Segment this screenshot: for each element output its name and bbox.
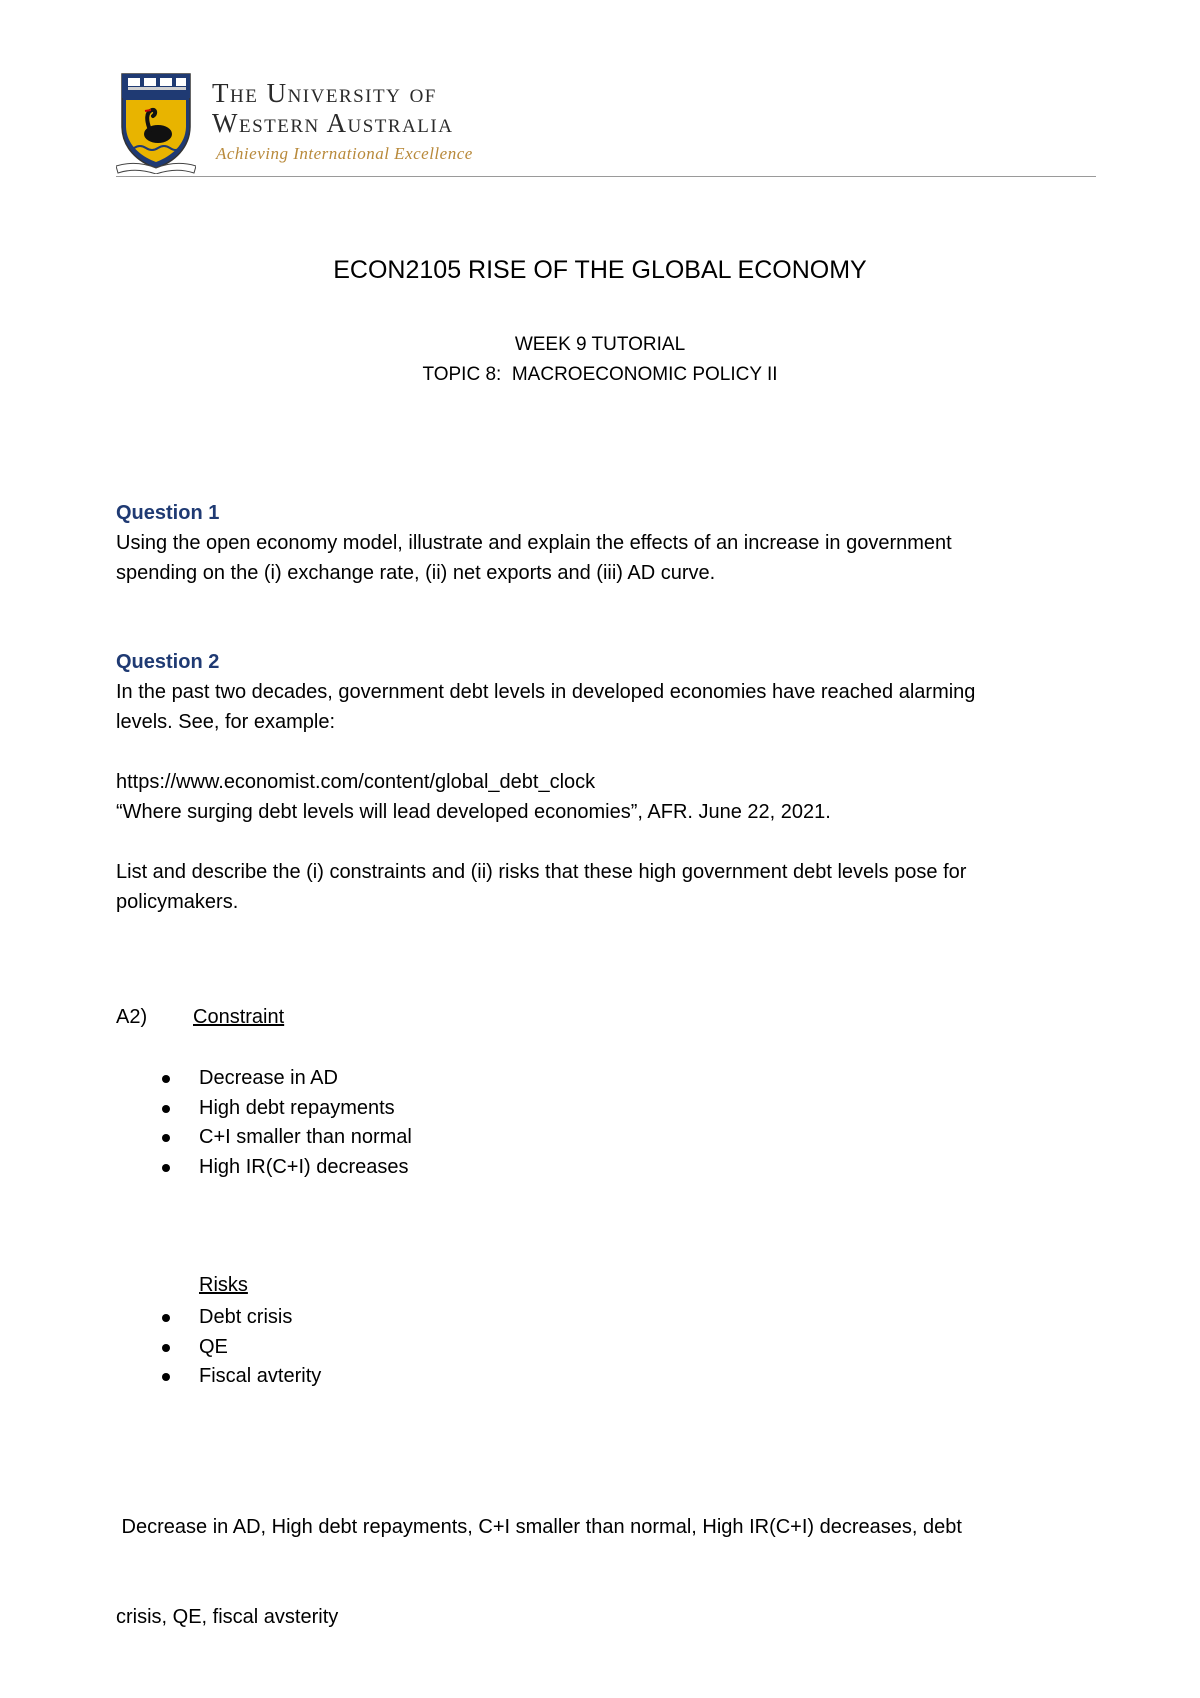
- university-tagline: Achieving International Excellence: [216, 144, 473, 163]
- list-item: [160, 1123, 412, 1153]
- question-1-heading: Question 1: [116, 502, 220, 524]
- topic-title: TOPIC 8: MACROECONOMIC POLICY II: [422, 364, 778, 385]
- list-item: [160, 1094, 412, 1124]
- answer-summary-line2: crisis, QE, fiscal avsterity: [116, 1606, 339, 1628]
- list-item: [160, 1303, 321, 1333]
- question-2-citation: “Where surging debt levels will lead developed economies”, AFR. June 22, 2021.: [116, 801, 831, 823]
- university-name: [212, 78, 453, 138]
- constraint-item-text: High debt repayments: [199, 1096, 395, 1119]
- answer-summary: [116, 1452, 1096, 1692]
- constraint-heading: Constraint: [193, 1006, 285, 1028]
- university-name-line1: The University of: [212, 78, 437, 108]
- constraint-item-text: C+I smaller than normal: [199, 1126, 412, 1148]
- university-name-line2: Western Australia: [212, 108, 454, 138]
- question-2-text-line1: In the past two decades, government debt levels in developed economies have reached alarming: [116, 681, 976, 703]
- bullet-icon: [162, 1134, 170, 1142]
- constraint-item-text: High IR(C+I) decreases: [199, 1155, 409, 1178]
- bullet-icon: [162, 1373, 170, 1381]
- course-title: ECON2105 RISE OF THE GLOBAL ECONOMY: [333, 256, 867, 284]
- answer-label: A2): [116, 1006, 148, 1028]
- question-2-link: https://www.economist.com/content/global_debt_clock: [116, 771, 596, 793]
- question-1-text-line2: spending on the (i) exchange rate, (ii) net exports and (iii) AD curve.: [116, 562, 716, 584]
- week-title: WEEK 9 TUTORIAL: [514, 334, 686, 355]
- question-2-text-line2: levels. See, for example:: [116, 711, 335, 733]
- constraint-list: [160, 1064, 412, 1182]
- university-crest-icon: [116, 70, 196, 174]
- question-1: [116, 498, 1096, 588]
- list-item: [160, 1064, 412, 1094]
- constraint-item-text: Decrease in AD: [199, 1067, 338, 1089]
- risks-list: [160, 1303, 321, 1392]
- bullet-icon: [162, 1164, 170, 1172]
- risk-item-text: Fiscal avterity: [199, 1365, 322, 1387]
- bullet-icon: [162, 1075, 170, 1083]
- answer-summary-line1: Decrease in AD, High debt repayments, C+I smaller than normal, High IR(C+I) decreases, debt: [116, 1516, 962, 1538]
- question-2-heading: Question 2: [116, 651, 220, 673]
- question-2-task-line1: List and describe the (i) constraints and (ii) risks that these high government debt levels pose for: [116, 861, 967, 883]
- risks-heading: Risks: [199, 1274, 248, 1296]
- question-2-task-line2: policymakers.: [116, 891, 239, 913]
- question-1-text-line1: Using the open economy model, illustrate and explain the effects of an increase in government: [116, 532, 952, 554]
- letterhead: [116, 70, 1096, 177]
- bullet-icon: [162, 1344, 170, 1352]
- bullet-icon: [162, 1105, 170, 1113]
- list-item: [160, 1333, 321, 1363]
- bullet-icon: [162, 1314, 170, 1322]
- risk-item-text: Debt crisis: [199, 1306, 293, 1328]
- risk-item-text: QE: [199, 1335, 228, 1358]
- question-2: [116, 647, 1096, 917]
- list-item: [160, 1153, 412, 1183]
- list-item: [160, 1362, 321, 1392]
